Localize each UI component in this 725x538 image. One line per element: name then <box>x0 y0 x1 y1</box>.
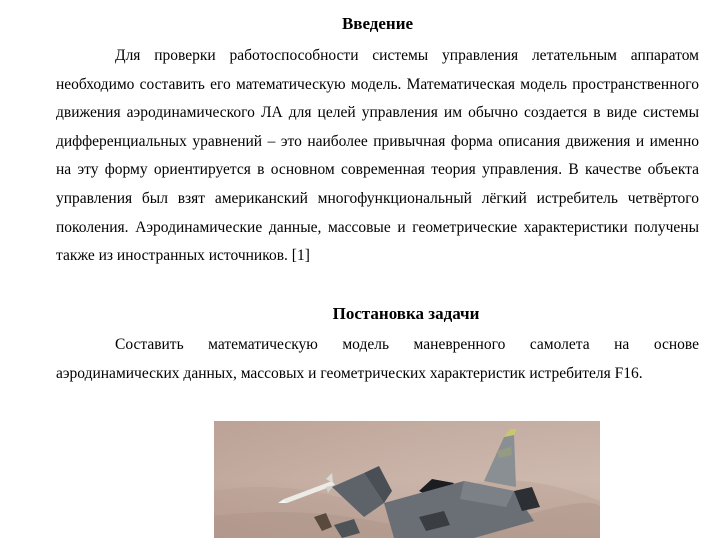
intro-heading: Введение <box>341 14 414 33</box>
fighter-jet-photo <box>214 421 600 538</box>
fighter-jet-illustration <box>214 421 600 538</box>
intro-paragraph: Для проверки работоспособности системы управления летательным аппаратом необходимо составить его математическую модель. Математическая модель пространственного движения аэродинамического ЛА для целей управления им обычно создается в виде системы дифференциальных уравнений – это наиболее привычная форма описания движения и именно на эту форму ориентируется в основном современная теория управления. В качестве объекта управления был взят американский многофункциональный лёгкий истребитель четвёртого поколения. Аэродинамические данные, массовые и геометрические характеристики получены также из иностранных источников. [1] <box>56 47 699 265</box>
task-heading: Постановка задачи <box>332 304 480 323</box>
task-paragraph: Составить математическую модель маневренного самолета на основе аэродинамических данных, массовых и геометрических характеристик истребителя F16. <box>56 336 699 382</box>
